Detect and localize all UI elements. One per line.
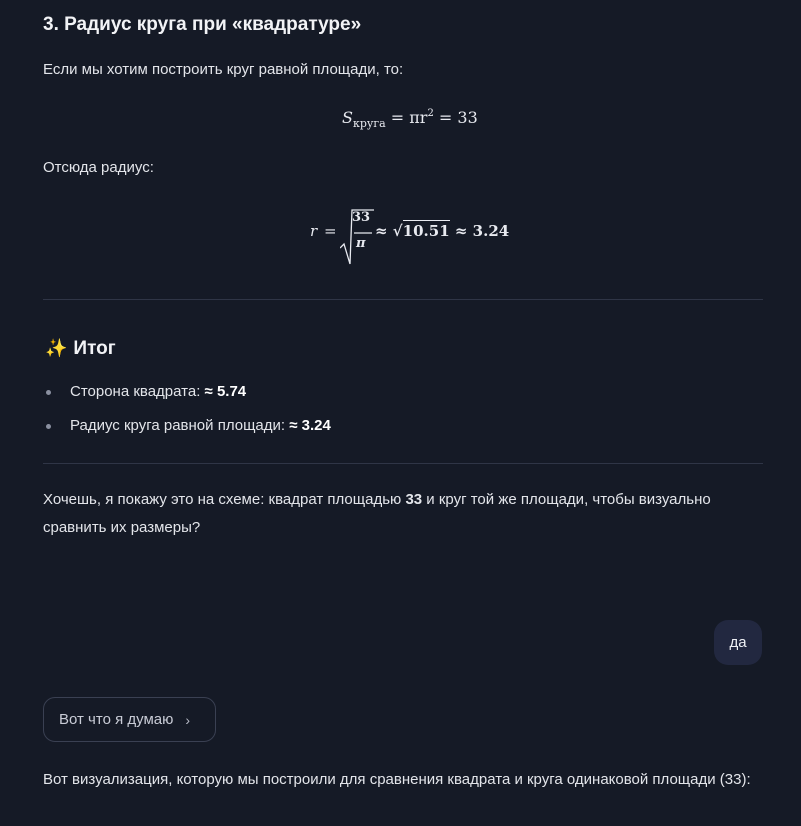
- intro-text: Если мы хотим построить круг равной площади, то:: [43, 61, 404, 78]
- summary-list: [43, 380, 331, 448]
- area-subscript: круга: [352, 117, 386, 130]
- divider: [43, 299, 763, 300]
- fraction-numerator: 33: [352, 210, 371, 225]
- radius-text: Отсюда радиус:: [43, 159, 154, 176]
- chevron-right-icon: ›: [185, 711, 191, 728]
- sparkles-icon: ✨: [45, 338, 68, 358]
- summary-heading: ✨ Итог: [45, 338, 116, 359]
- area-eq1: = πr: [385, 108, 428, 127]
- thinking-toggle-button[interactable]: [43, 697, 216, 742]
- bullet-icon: [46, 390, 51, 395]
- radius-eq: =: [324, 222, 337, 240]
- fraction-denominator: π: [356, 236, 366, 251]
- area-symbol: S: [342, 108, 353, 127]
- area-formula: [342, 108, 478, 130]
- section-heading: 3. Радиус круга при «квадратуре»: [43, 14, 362, 35]
- list-item: Радиус круга равной площади: ≈ 3.24: [43, 414, 331, 448]
- area-exponent: 2: [427, 108, 434, 119]
- answer-text: Вот визуализация, которую мы построили для сравнения квадрата и круга одинаковой площади (33):: [43, 771, 751, 788]
- user-message-bubble: да: [714, 620, 762, 665]
- radius-approx: ≈ √10.51 ≈ 3.24: [375, 222, 510, 240]
- question-text: Хочешь, я покажу это на схеме: квадрат площадью 33 и круг той же площади, чтобы визуально сравнить их размеры?: [43, 491, 711, 536]
- area-eq2: = 33: [433, 108, 478, 127]
- divider: [43, 463, 763, 464]
- list-item: Сторона квадрата: ≈ 5.74: [43, 380, 331, 414]
- radius-var: r: [310, 222, 318, 240]
- bullet-icon: [46, 424, 51, 429]
- thinking-label: Вот что я думаю: [59, 711, 174, 728]
